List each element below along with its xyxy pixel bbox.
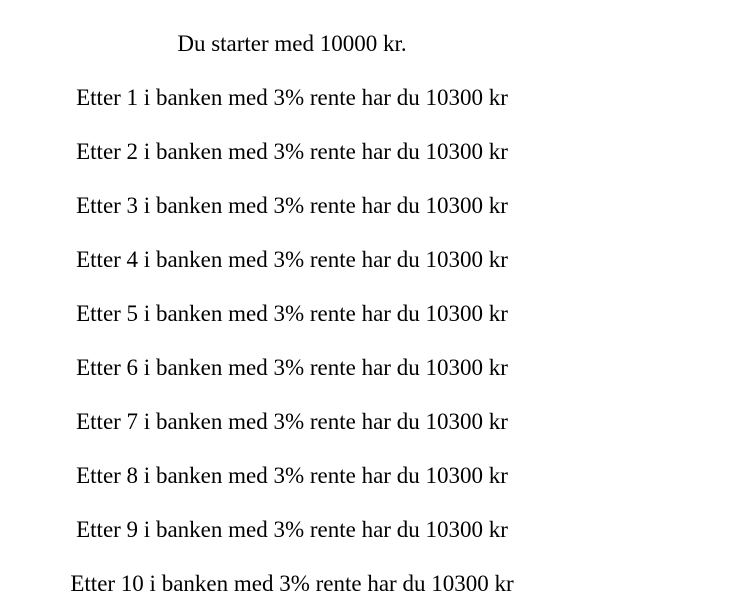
balance-line-7: Etter 7 i banken med 3% rente har du 10300 kr	[76, 409, 508, 434]
balance-line-6: Etter 6 i banken med 3% rente har du 10300 kr	[76, 355, 508, 380]
balance-line-8: Etter 8 i banken med 3% rente har du 10300 kr	[76, 463, 508, 488]
balance-line-5: Etter 5 i banken med 3% rente har du 10300 kr	[76, 301, 508, 326]
balance-line-10: Etter 10 i banken med 3% rente har du 10300 kr	[70, 571, 514, 596]
balance-line-3: Etter 3 i banken med 3% rente har du 10300 kr	[76, 193, 508, 218]
balance-line-9: Etter 9 i banken med 3% rente har du 10300 kr	[76, 517, 508, 542]
balance-line-4: Etter 4 i banken med 3% rente har du 10300 kr	[76, 247, 508, 272]
starting-amount-text: Du starter med 10000 kr.	[177, 31, 407, 56]
balance-line-2: Etter 2 i banken med 3% rente har du 10300 kr	[76, 139, 508, 164]
balance-line-1: Etter 1 i banken med 3% rente har du 10300 kr	[76, 85, 508, 110]
yearly-balance-list	[0, 84, 584, 613]
